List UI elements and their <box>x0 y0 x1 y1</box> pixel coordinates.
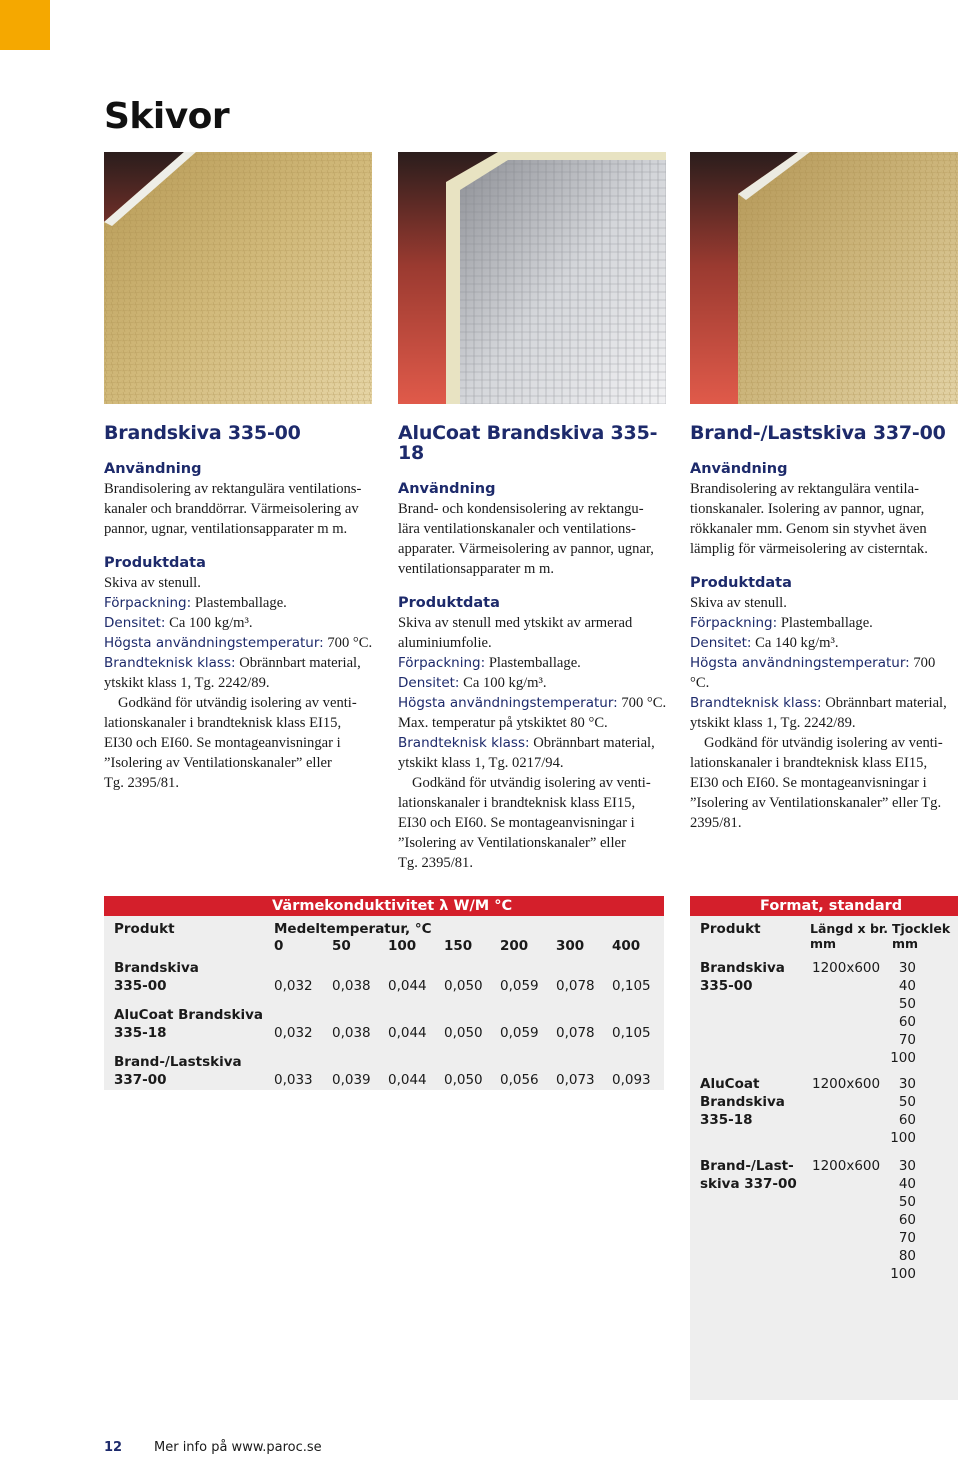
table-header-bar <box>690 896 958 916</box>
row-product-name: Brand-/Last- <box>700 1158 794 1174</box>
row-thickness: 60 <box>898 1014 916 1030</box>
row-product-name: AluCoat Brandskiva <box>114 1007 264 1023</box>
text-line: rökkanaler mm. Genom sin styvhet även <box>690 521 927 537</box>
row-thickness: 60 <box>898 1112 916 1128</box>
text-line: EI30 och EI60. Se montageanvisningar i <box>398 815 635 831</box>
product-photo-brand-lastskiva <box>690 152 958 404</box>
text-line: lationskanaler i brandteknisk klass EI15, <box>690 755 928 771</box>
col-header-produkt: Produkt <box>700 921 761 937</box>
conductivity-value: 0,032 <box>274 978 313 994</box>
conductivity-value: 0,078 <box>556 978 595 994</box>
row-thickness: 30 <box>898 1158 916 1174</box>
row-thickness: 40 <box>898 1176 916 1192</box>
row-product-name: Brand-/Lastskiva <box>114 1054 242 1070</box>
table-header-bar <box>104 896 664 916</box>
row-thickness: 30 <box>898 960 916 976</box>
temperature-header: 300 <box>556 938 585 954</box>
product-title: Brandskiva 335-00 <box>104 422 301 444</box>
conductivity-value: 0,059 <box>500 978 539 994</box>
product-photo-alucoat <box>398 152 666 404</box>
conductivity-value: 0,105 <box>612 1025 651 1041</box>
conductivity-value: 0,033 <box>274 1072 313 1088</box>
conductivity-value: 0,050 <box>444 978 483 994</box>
text-line: Skiva av stenull. <box>690 595 787 611</box>
conductivity-value: 0,056 <box>500 1072 539 1088</box>
conductivity-value: 0,078 <box>556 1025 595 1041</box>
product-title: AluCoat Brandskiva 335-18 <box>398 422 658 464</box>
row-product-name: AluCoat <box>700 1076 760 1092</box>
fire-class-line: Brandteknisk klass: Obrännbart material, <box>104 655 361 671</box>
text-line: aluminiumfolie. <box>398 635 492 651</box>
temperature-header: 50 <box>332 938 351 954</box>
col-header-thickness-unit: mm <box>892 936 919 951</box>
text-line: Brand- och kondensisolering av rektangu- <box>398 501 644 517</box>
row-thickness: 50 <box>898 1194 916 1210</box>
density-line: Densitet: Ca 140 kg/m³. <box>690 635 839 651</box>
conductivity-value: 0,038 <box>332 1025 371 1041</box>
table-header-title: Format, standard <box>760 898 903 914</box>
text-line: EI30 och EI60. Se montageanvisningar i <box>104 735 341 751</box>
temperature-line: Högsta användningstemperatur: 700 °C. <box>104 635 373 651</box>
text-line: Tg. 2395/81. <box>398 855 473 871</box>
table-body <box>690 916 958 1400</box>
conductivity-table <box>104 896 664 1096</box>
packaging-line: Förpackning: Plastemballage. <box>104 595 287 611</box>
format-table <box>690 896 958 1400</box>
row-product-name: skiva 337-00 <box>700 1176 797 1192</box>
text-line: Skiva av stenull med ytskikt av armerad <box>398 615 633 631</box>
section-label-anvandning: Användning <box>104 461 202 477</box>
row-thickness: 50 <box>898 1094 916 1110</box>
row-thickness: 30 <box>898 1076 916 1092</box>
row-product-name: Brandskiva <box>700 1094 785 1110</box>
product-column-alucoat <box>398 423 670 873</box>
temperature-header: 150 <box>444 938 473 954</box>
row-product-name: Brandskiva <box>114 960 199 976</box>
conductivity-value: 0,073 <box>556 1072 595 1088</box>
product-column-brand-lastskiva <box>690 423 958 833</box>
text-line: pannor, ugnar, ventilationsapparater m m. <box>104 521 348 537</box>
col-header-size-unit: mm <box>810 936 837 951</box>
product-title: Brand-/Lastskiva 337-00 <box>690 422 946 444</box>
text-line: lämplig för värmeisolering av cisterntak. <box>690 541 928 557</box>
row-thickness: 40 <box>898 978 916 994</box>
packaging-line: Förpackning: Plastemballage. <box>398 655 581 671</box>
row-product-name: 335-00 <box>700 978 753 994</box>
text-line: Godkänd för utvändig isolering av venti- <box>118 695 357 711</box>
packaging-line: Förpackning: Plastemballage. <box>690 615 873 631</box>
conductivity-value: 0,050 <box>444 1072 483 1088</box>
conductivity-value: 0,044 <box>388 1072 427 1088</box>
row-product-code: 335-00 <box>114 978 167 994</box>
text-line: Tg. 2395/81. <box>104 775 179 791</box>
row-thickness: 60 <box>898 1212 916 1228</box>
product-column-brandskiva <box>104 423 374 793</box>
text-line: kanaler och branddörrar. Värmeisolering av <box>104 501 359 517</box>
conductivity-value: 0,039 <box>332 1072 371 1088</box>
row-thickness: 100 <box>890 1130 916 1146</box>
col-header-medeltemperatur: Medeltemperatur, °C <box>274 921 432 937</box>
product-photo-brandskiva <box>104 152 372 404</box>
density-line: Densitet: Ca 100 kg/m³. <box>398 675 547 691</box>
section-label-produktdata: Produktdata <box>104 555 206 571</box>
conductivity-value: 0,093 <box>612 1072 651 1088</box>
text-line: Max. temperatur på ytskiktet 80 °C. <box>398 715 608 731</box>
temperature-header: 0 <box>274 938 284 954</box>
section-label-anvandning: Användning <box>398 481 496 497</box>
conductivity-value: 0,044 <box>388 1025 427 1041</box>
table-header-title: Värmekonduktivitet λ W/M °C <box>272 898 513 914</box>
temperature-header: 100 <box>388 938 417 954</box>
row-product-name: 335-18 <box>700 1112 753 1128</box>
temperature-header: 400 <box>612 938 641 954</box>
row-size: 1200x600 <box>812 960 881 976</box>
conductivity-value: 0,038 <box>332 978 371 994</box>
row-thickness: 100 <box>890 1266 916 1282</box>
temperature-line: Högsta användningstemperatur: 700 °C. <box>690 655 936 691</box>
row-thickness: 70 <box>898 1032 916 1048</box>
col-header-thickness: Tjocklek <box>892 921 951 936</box>
row-thickness: 80 <box>898 1248 916 1264</box>
row-thickness: 70 <box>898 1230 916 1246</box>
section-label-produktdata: Produktdata <box>398 595 500 611</box>
text-line: ytskikt klass 1, Tg. 2242/89. <box>104 675 270 691</box>
density-line: Densitet: Ca 100 kg/m³. <box>104 615 253 631</box>
text-line: Godkänd för utvändig isolering av venti- <box>412 775 651 791</box>
text-line: ytskikt klass 1, Tg. 0217/94. <box>398 755 564 771</box>
page-number: 12 <box>104 1440 123 1455</box>
row-product-name: Brandskiva <box>700 960 785 976</box>
text-line: lära ventilationskanaler och ventilations- <box>398 521 636 537</box>
col-header-size: Längd x br. <box>810 921 889 936</box>
conductivity-value: 0,059 <box>500 1025 539 1041</box>
temperature-line: Högsta användningstemperatur: 700 °C. <box>398 695 667 711</box>
page-title: Skivor <box>104 96 230 137</box>
col-header-produkt: Produkt <box>114 921 175 937</box>
section-label-produktdata: Produktdata <box>690 575 792 591</box>
text-line: ”Isolering av Ventilationskanaler” eller <box>398 835 626 851</box>
text-line: ytskikt klass 1, Tg. 2242/89. <box>690 715 856 731</box>
text-line: lationskanaler i brandteknisk klass EI15, <box>398 795 636 811</box>
text-line: Godkänd för utvändig isolering av venti- <box>704 735 943 751</box>
conductivity-value: 0,044 <box>388 978 427 994</box>
row-thickness: 50 <box>898 996 916 1012</box>
text-line: Brandisolering av rektangulära ventilations- <box>104 481 362 497</box>
conductivity-value: 0,050 <box>444 1025 483 1041</box>
text-line: lationskanaler i brandteknisk klass EI15, <box>104 715 342 731</box>
text-line: tionskanaler. Isolering av pannor, ugnar, <box>690 501 925 517</box>
footer-link-text: Mer info på www.paroc.se <box>154 1440 322 1455</box>
text-line: ventilationsapparater m m. <box>398 561 555 577</box>
text-line: apparater. Värmeisolering av pannor, ugnar, <box>398 541 654 557</box>
conductivity-value: 0,032 <box>274 1025 313 1041</box>
row-size: 1200x600 <box>812 1158 881 1174</box>
corner-accent <box>0 0 50 50</box>
fire-class-line: Brandteknisk klass: Obrännbart material, <box>690 695 947 711</box>
section-label-anvandning: Användning <box>690 461 788 477</box>
table-body <box>104 916 664 1090</box>
temperature-header: 200 <box>500 938 529 954</box>
row-thickness: 100 <box>890 1050 916 1066</box>
text-line: Brandisolering av rektangulära ventila- <box>690 481 919 497</box>
row-product-code: 335-18 <box>114 1025 167 1041</box>
row-product-code: 337-00 <box>114 1072 167 1088</box>
text-line: Skiva av stenull. <box>104 575 201 591</box>
row-size: 1200x600 <box>812 1076 881 1092</box>
text-line: EI30 och EI60. Se montageanvisningar i <box>690 775 927 791</box>
text-line: ”Isolering av Ventilationskanaler” eller Tg. <box>690 795 942 811</box>
text-line: 2395/81. <box>690 815 742 831</box>
fire-class-line: Brandteknisk klass: Obrännbart material, <box>398 735 655 751</box>
conductivity-value: 0,105 <box>612 978 651 994</box>
text-line: ”Isolering av Ventilationskanaler” eller <box>104 755 332 771</box>
